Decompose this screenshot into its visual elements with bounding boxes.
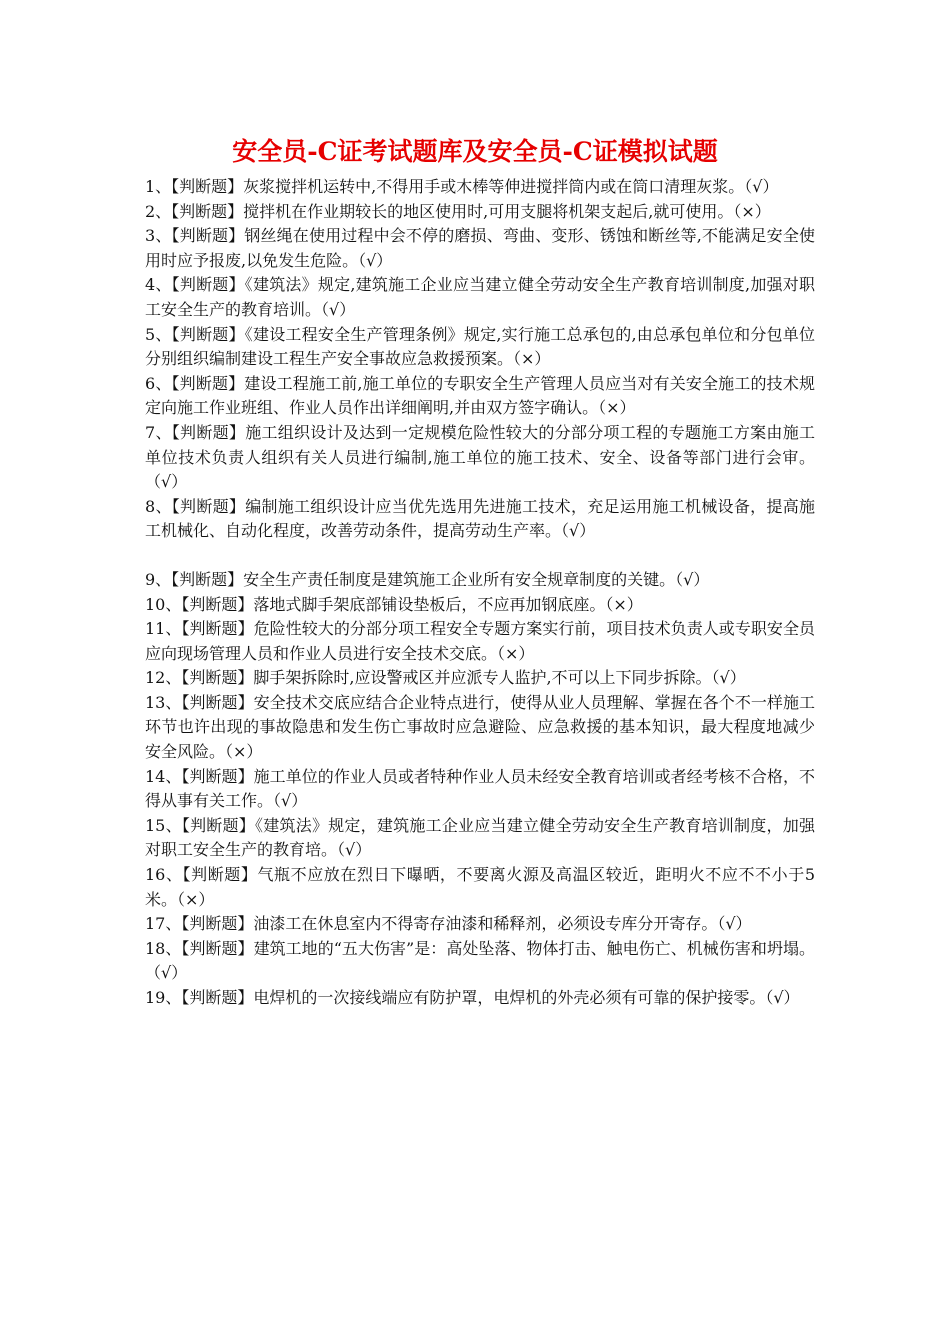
question-item: 6、【判断题】建设工程施工前,施工单位的专职安全生产管理人员应当对有关安全施工的技术规定向施工作业班组、作业人员作出详细阐明,并由双方签字确认。（×） [145,373,815,418]
question-item: 13、【判断题】安全技术交底应结合企业特点进行，使得从业人员理解、掌握在各个不一样施工环节也许出现的事故隐患和发生伤亡事故时应急避险、应急救援的基本知识，最大程度地减少安全风险。（×） [145,692,815,762]
question-item: 5、【判断题】《建设工程安全生产管理条例》规定,实行施工总承包的,由总承包单位和分包单位分别组织编制建设工程生产安全事故应急救援预案。（×） [145,324,815,369]
question-item: 12、【判断题】脚手架拆除时,应设警戒区并应派专人监护,不可以上下同步拆除。（√） [145,668,746,688]
question-item: 19、【判断题】电焊机的一次接线端应有防护罩，电焊机的外壳必须有可靠的保护接零。（√） [145,988,800,1007]
question-item: 7、【判断题】施工组织设计及达到一定规模危险性较大的分部分项工程的专题施工方案由施工单位技术负责人组织有关人员进行编制,施工单位的施工技术、安全、设备等部门进行会审。（√） [145,422,815,492]
question-item: 17、【判断题】油漆工在休息室内不得寄存油漆和稀释剂，必须设专库分开寄存。（√） [145,914,752,934]
question-list [145,175,815,1011]
question-item: 2、【判断题】搅拌机在作业期较长的地区使用时,可用支腿将机架支起后,就可使用。（×） [145,201,771,221]
document-title: 安全员-C证考试题库及安全员-C证模拟试题 [232,137,718,166]
question-item: 15、【判断题】《建筑法》规定，建筑施工企业应当建立健全劳动安全生产教育培训制度，加强对职工安全生产的教育培。（√） [145,815,815,860]
question-item: 3、【判断题】钢丝绳在使用过程中会不停的磨损、弯曲、变形、锈蚀和断丝等,不能满足安全使用时应予报废,以免发生危险。（√） [145,226,815,270]
question-item: 18、【判断题】建筑工地的“五大伤害”是：高处坠落、物体打击、触电伤亡、机械伤害和坍塌。（√） [145,938,815,983]
question-item: 9、【判断题】安全生产责任制度是建筑施工企业所有安全规章制度的关键。（√） [145,569,710,589]
question-item: 1、【判断题】灰浆搅拌机运转中,不得用手或木棒等伸进搅拌筒内或在筒口清理灰浆。（√） [145,177,779,196]
question-item: 10、【判断题】落地式脚手架底部铺设垫板后，不应再加钢底座。（×） [145,594,643,614]
question-item: 16、【判断题】气瓶不应放在烈日下曝晒，不要离火源及高温区较近，距明火不应不不小于5米。（×） [145,865,815,909]
question-item: 8、【判断题】编制施工组织设计应当优先选用先进施工技术，充足运用施工机械设备，提高施工机械化、自动化程度，改善劳动条件，提高劳动生产率。（√） [145,496,815,541]
question-item: 4、【判断题】《建筑法》规定,建筑施工企业应当建立健全劳动安全生产教育培训制度,加强对职工安全生产的教育培训。（√） [145,275,815,319]
question-item: 14、【判断题】施工单位的作业人员或者特种作业人员未经安全教育培训或者经考核不合格，不得从事有关工作。（√） [145,766,815,811]
question-item: 11、【判断题】危险性较大的分部分项工程安全专题方案实行前，项目技术负责人或专职安全员应向现场管理人员和作业人员进行安全技术交底。（×） [145,619,815,663]
